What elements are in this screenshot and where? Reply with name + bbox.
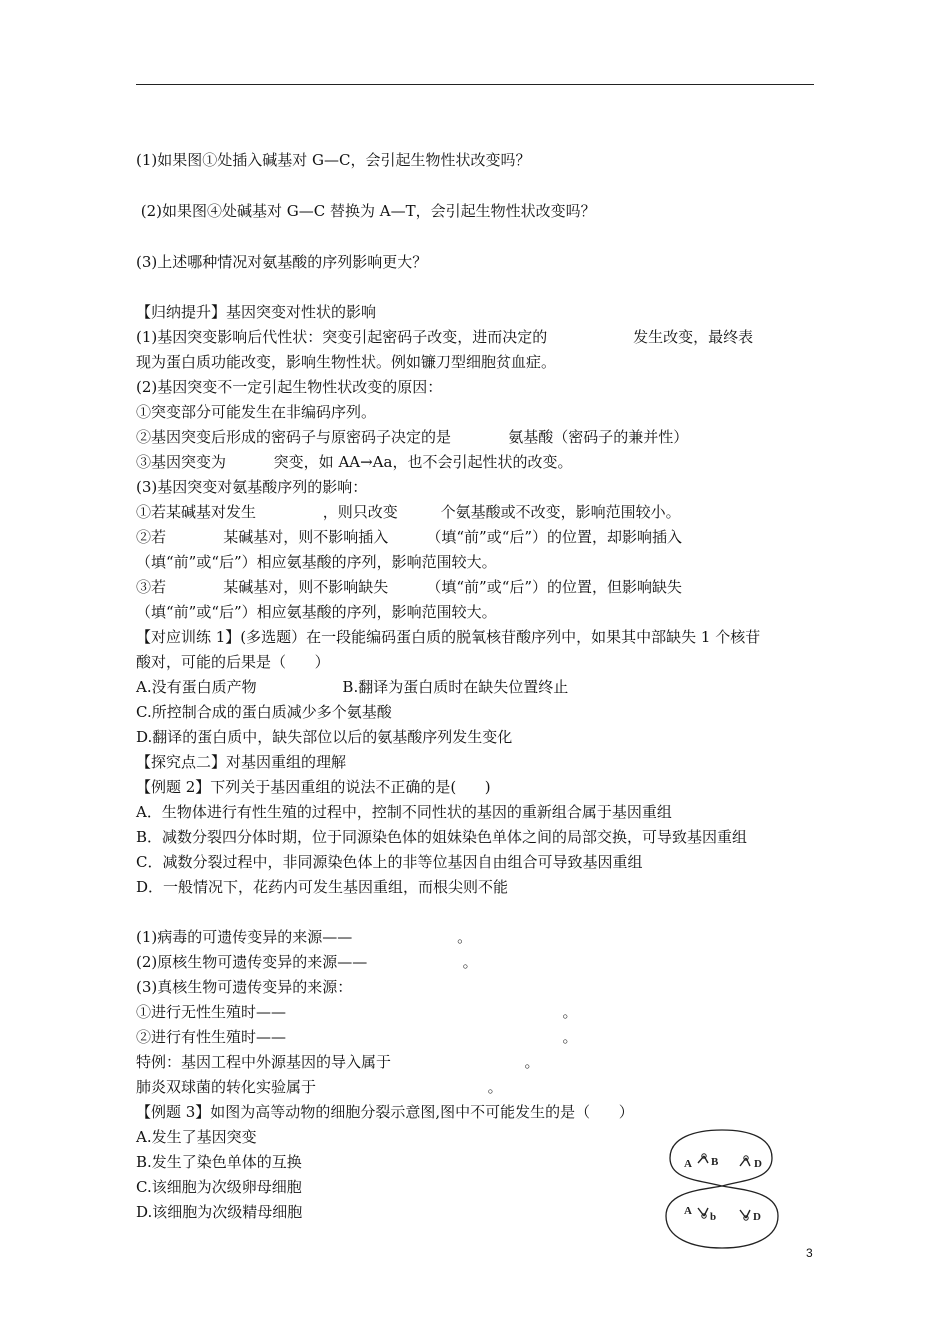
- question-3: (3)上述哪种情况对氨基酸的序列影响更大？: [136, 253, 428, 271]
- example2-option: A．生物体进行有性生殖的过程中，控制不同性状的基因的重新组合属于基因重组: [136, 803, 672, 821]
- label-a-upper: A: [684, 1158, 692, 1170]
- source-line: (2)原核生物可遗传变异的来源—— 。: [136, 953, 478, 971]
- exercise1-option: C.所控制合成的蛋白质减少多个氨基酸: [136, 703, 392, 721]
- example2-option: D．一般情况下，花药内可发生基因重组，而根尖则不能: [136, 878, 509, 896]
- cell-outline: [666, 1130, 778, 1248]
- label-d-upper: D: [754, 1158, 762, 1170]
- cell-division-figure: [660, 1128, 784, 1250]
- summary-line: ①突变部分可能发生在非编码序列。: [136, 403, 377, 421]
- example3-option: B.发生了染色单体的互换: [136, 1153, 302, 1171]
- exercise1-option: D.翻译的蛋白质中，缺失部位以后的氨基酸序列发生变化: [136, 728, 513, 746]
- summary-line: ③若 某碱基对，则不影响缺失 （填“前”或“后”）的位置，但影响缺失: [136, 578, 683, 596]
- summary-line: (1)基因突变影响后代性状：突变引起密码子改变，进而决定的 发生改变，最终表: [136, 328, 754, 346]
- example2-option: B．减数分裂四分体时期，位于同源染色体的姐妹染色单体之间的局部交换，可导致基因重组: [136, 828, 748, 846]
- example3-stem: 【例题 3】如图为高等动物的细胞分裂示意图,图中不可能发生的是（ ）: [136, 1103, 634, 1121]
- summary-line: 现为蛋白质功能改变，影响生物性状。例如镰刀型细胞贫血症。: [136, 353, 557, 371]
- summary-heading: 【归纳提升】基因突变对性状的影响: [136, 303, 377, 321]
- exercise1-stem: 【对应训练 1】(多选题）在一段能编码蛋白质的脱氧核苷酸序列中，如果其中部缺失 1 个核苷: [136, 628, 761, 646]
- source-line: (3)真核生物可遗传变异的来源：: [136, 978, 353, 996]
- source-line: ①进行无性生殖时—— 。: [136, 1003, 578, 1021]
- page-number: 3: [806, 1246, 813, 1260]
- chromosome-upper-right: [740, 1156, 750, 1166]
- summary-line: (2)基因突变不一定引起生物性状改变的原因：: [136, 378, 443, 396]
- summary-line: (3)基因突变对氨基酸序列的影响：: [136, 478, 368, 496]
- label-d-lower: D: [753, 1211, 761, 1223]
- special-case-line: 特例：基因工程中外源基因的导入属于 。: [136, 1053, 540, 1071]
- source-line: ②进行有性生殖时—— 。: [136, 1028, 578, 1046]
- question-2: (2)如果图④处碱基对 G—C 替换为 A—T，会引起生物性状改变吗？: [136, 202, 596, 220]
- summary-line: （填“前”或“后”）相应氨基酸的序列，影响范围较大。: [136, 603, 497, 621]
- summary-line: ②若 某碱基对，则不影响插入 （填“前”或“后”）的位置，却影响插入: [136, 528, 683, 546]
- summary-line: ①若某碱基对发生 ，则只改变 个氨基酸或不改变，影响范围较小。: [136, 503, 681, 521]
- section2-heading: 【探究点二】对基因重组的理解: [136, 753, 347, 771]
- special-case-line: 肺炎双球菌的转化实验属于 。: [136, 1078, 503, 1096]
- summary-line: （填“前”或“后”）相应氨基酸的序列，影响范围较大。: [136, 553, 497, 571]
- label-a-lower: A: [684, 1205, 692, 1217]
- source-line: (1)病毒的可遗传变异的来源—— 。: [136, 928, 473, 946]
- question-1: (1)如果图①处插入碱基对 G—C，会引起生物性状改变吗？: [136, 151, 531, 169]
- example3-option: A.发生了基因突变: [136, 1128, 257, 1146]
- chromosome-upper-left: [698, 1154, 708, 1163]
- example3-option: C.该细胞为次级卵母细胞: [136, 1178, 302, 1196]
- label-b-upper: B: [711, 1156, 719, 1168]
- summary-line: ②基因突变后形成的密码子与原密码子决定的是 氨基酸（密码子的兼并性）: [136, 428, 689, 446]
- chromosome-lower-right: [740, 1210, 750, 1220]
- label-b-lower: b: [710, 1211, 717, 1223]
- summary-line: ③基因突变为 突变，如 AA→Aa，也不会引起性状的改变。: [136, 453, 573, 471]
- chromosome-lower-left: [698, 1208, 708, 1218]
- header-rule: [136, 84, 814, 85]
- exercise1-stem: 酸对，可能的后果是（ ）: [136, 653, 330, 671]
- example2-stem: 【例题 2】下列关于基因重组的说法不正确的是( ): [136, 778, 491, 796]
- example3-option: D.该细胞为次级精母细胞: [136, 1203, 303, 1221]
- exercise1-option: A.没有蛋白质产物 B.翻译为蛋白质时在缺失位置终止: [136, 678, 569, 696]
- example2-option: C．减数分裂过程中，非同源染色体上的非等位基因自由组合可导致基因重组: [136, 853, 643, 871]
